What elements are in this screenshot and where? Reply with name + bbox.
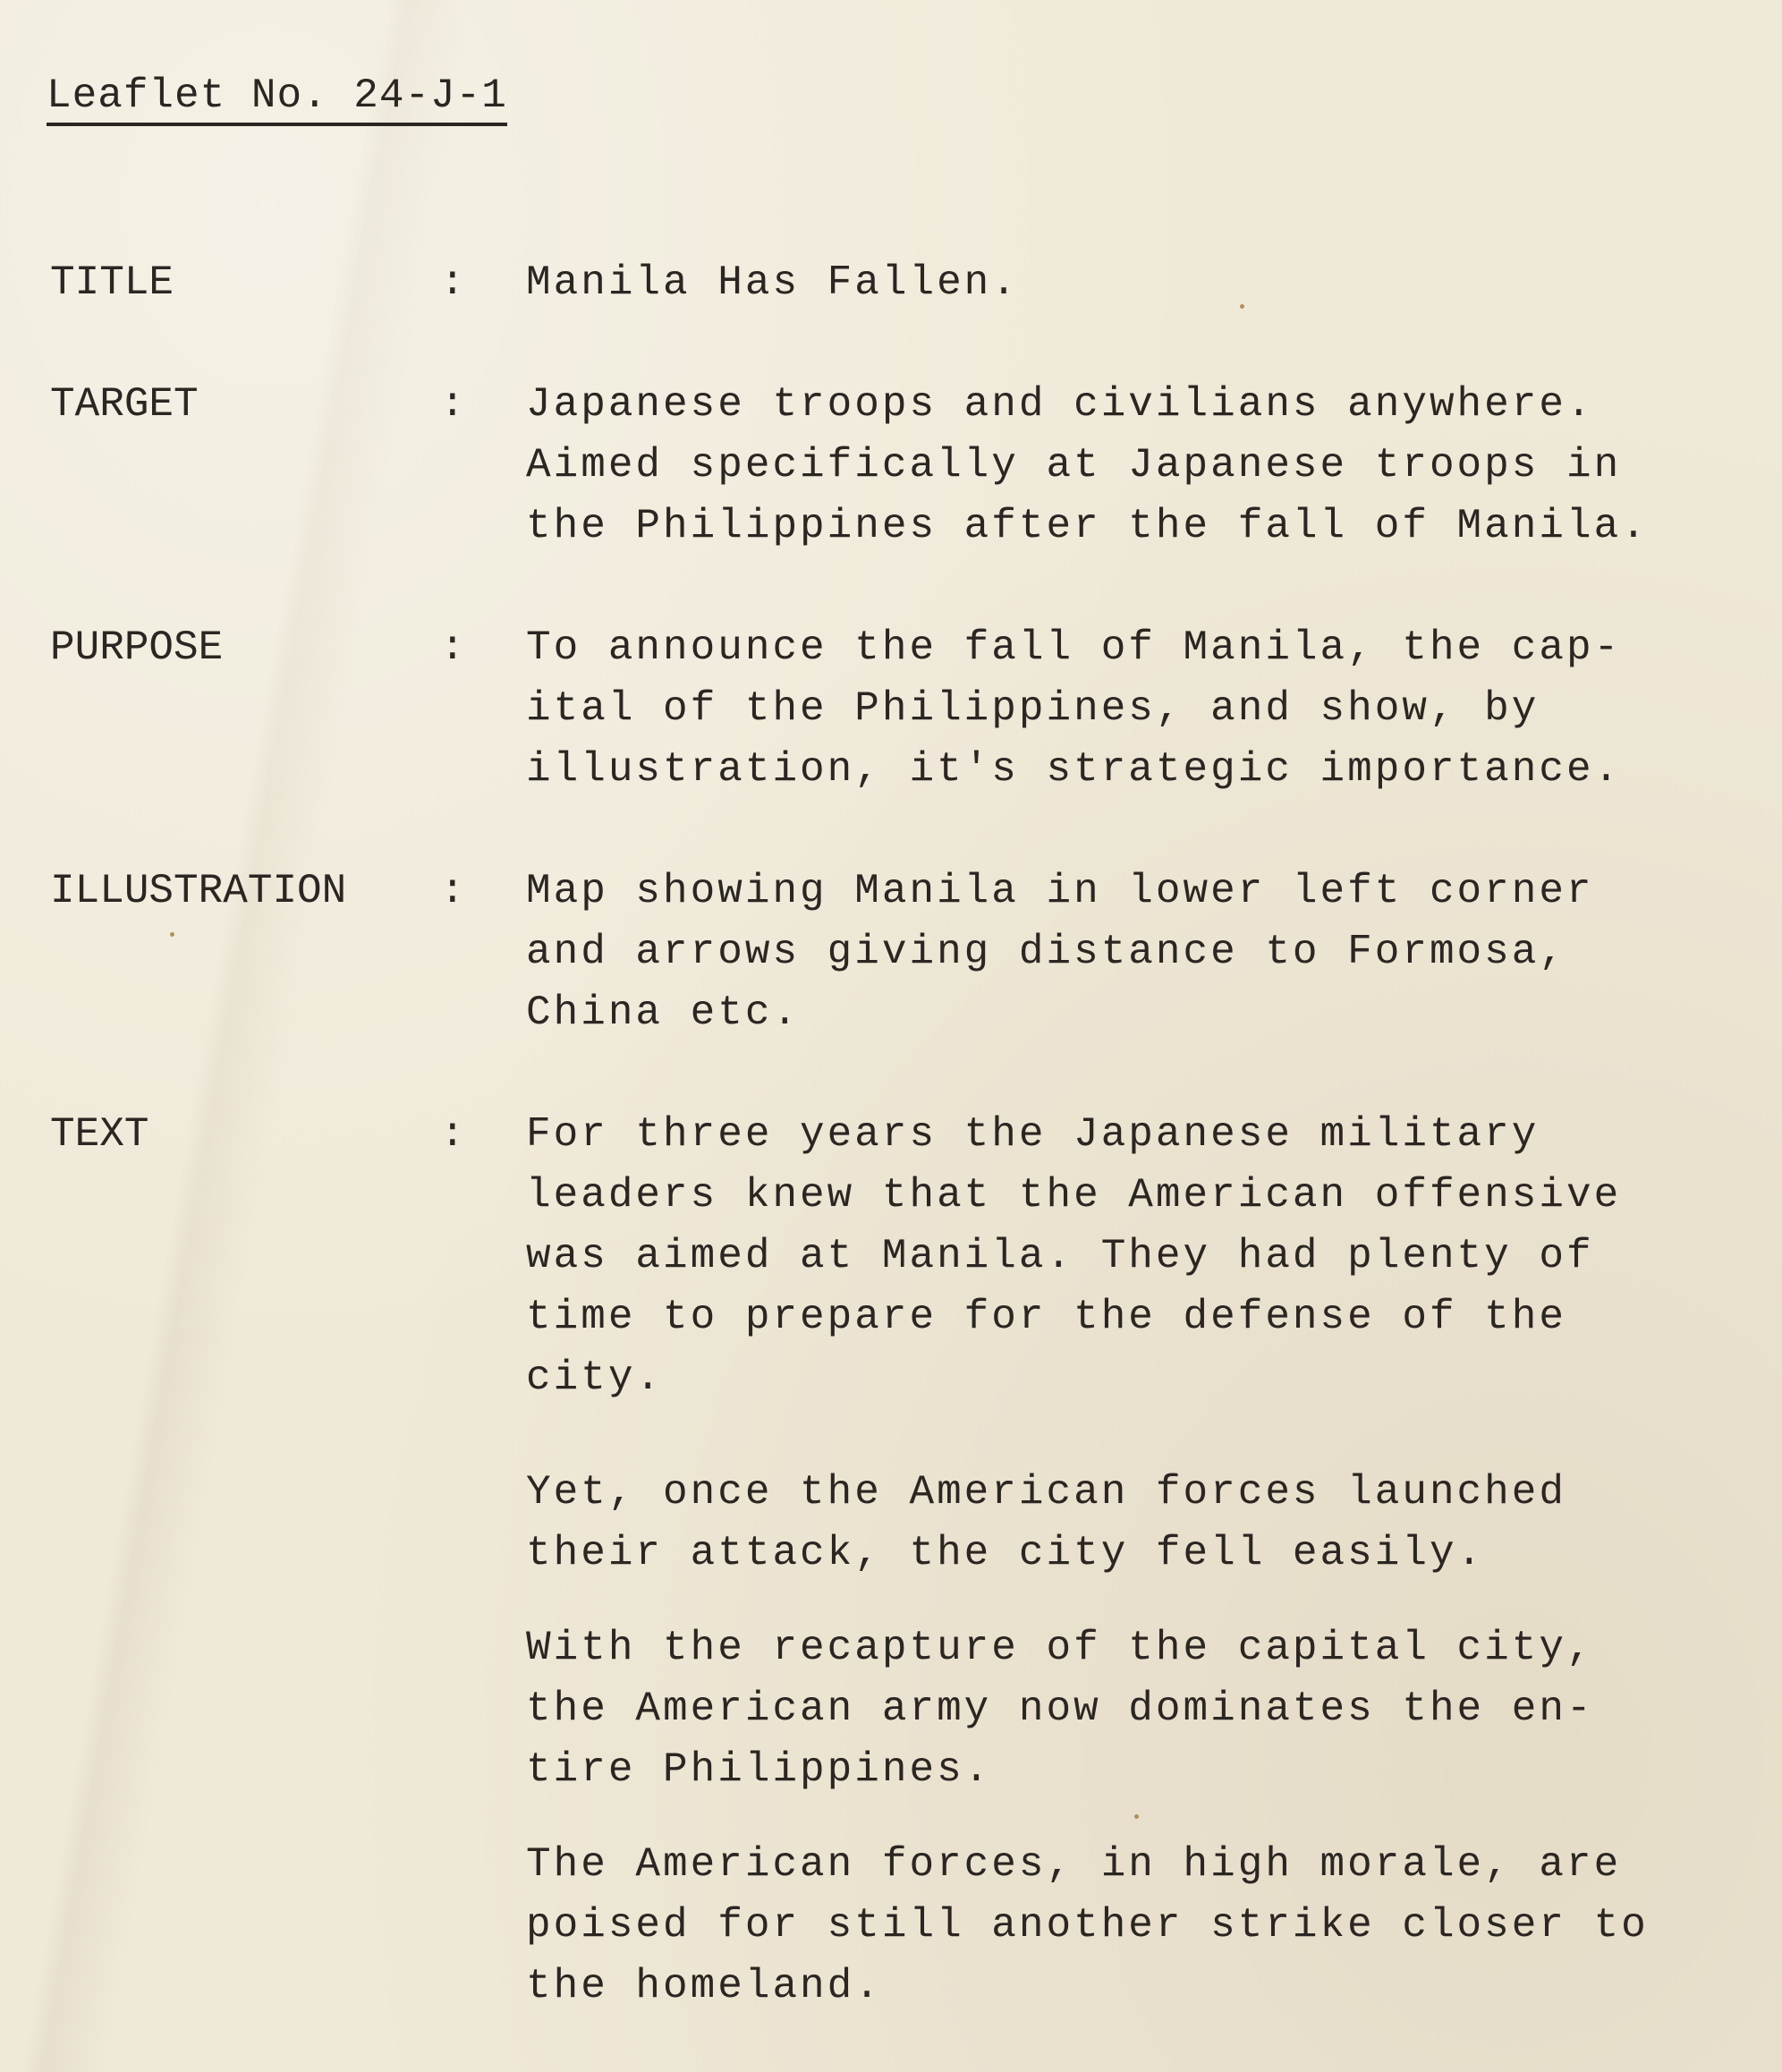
text-line: the homeland.: [526, 1963, 882, 2009]
text-line: The American forces, in high morale, are: [526, 1841, 1622, 1888]
text-line: city.: [526, 1354, 664, 1401]
text-paragraph: [526, 1462, 1752, 1584]
illustration-line: China etc.: [526, 989, 801, 1036]
purpose-line: ital of the Philippines, and show, by: [526, 685, 1540, 732]
paper-speck: [170, 932, 174, 937]
field-value-title: [526, 252, 1752, 313]
leaflet-number-heading: Leaflet No. 24-J-1: [47, 73, 507, 126]
text-line: the American army now dominates the en-: [526, 1686, 1594, 1732]
text-line: leaders knew that the American offensive: [526, 1172, 1622, 1219]
field-colon-purpose: :: [440, 624, 465, 671]
field-colon-title: :: [440, 259, 465, 306]
field-colon-illustration: :: [440, 868, 465, 914]
text-line: With the recapture of the capital city,: [526, 1625, 1594, 1671]
text-line: time to prepare for the defense of the: [526, 1294, 1566, 1340]
purpose-line: illustration, it's strategic importance.: [526, 746, 1622, 793]
field-value-illustration: [526, 861, 1752, 1043]
target-line: Aimed specifically at Japanese troops in: [526, 442, 1622, 488]
paper-speck: [1240, 304, 1244, 309]
paper-speck: [1134, 1814, 1139, 1819]
field-label-illustration: ILLUSTRATION: [50, 868, 347, 914]
title-line: Manila Has Fallen.: [526, 259, 1019, 306]
field-label-purpose: PURPOSE: [50, 624, 224, 671]
field-value-text: [526, 1104, 1752, 2051]
field-label-title: TITLE: [50, 259, 174, 306]
illustration-line: Map showing Manila in lower left corner: [526, 868, 1594, 914]
text-line: was aimed at Manila. They had plenty of: [526, 1233, 1594, 1279]
text-line: Yet, once the American forces launched: [526, 1469, 1566, 1516]
field-colon-text: :: [440, 1111, 465, 1158]
illustration-line: and arrows giving distance to Formosa,: [526, 929, 1566, 975]
text-line: tire Philippines.: [526, 1746, 992, 1793]
text-line: their attack, the city fell easily.: [526, 1530, 1485, 1576]
text-paragraph: [526, 1104, 1752, 1408]
field-value-target: [526, 374, 1752, 556]
purpose-line: To announce the fall of Manila, the cap-: [526, 624, 1622, 671]
text-line: poised for still another strike closer to: [526, 1902, 1649, 1949]
text-paragraph: [526, 1618, 1752, 1800]
target-line: Japanese troops and civilians anywhere.: [526, 381, 1594, 428]
text-paragraph: [526, 1834, 1752, 2017]
target-line: the Philippines after the fall of Manila.: [526, 503, 1649, 549]
field-label-text: TEXT: [50, 1111, 149, 1158]
text-line: For three years the Japanese military: [526, 1111, 1540, 1158]
field-label-target: TARGET: [50, 381, 199, 428]
field-value-purpose: [526, 617, 1752, 800]
field-colon-target: :: [440, 381, 465, 428]
